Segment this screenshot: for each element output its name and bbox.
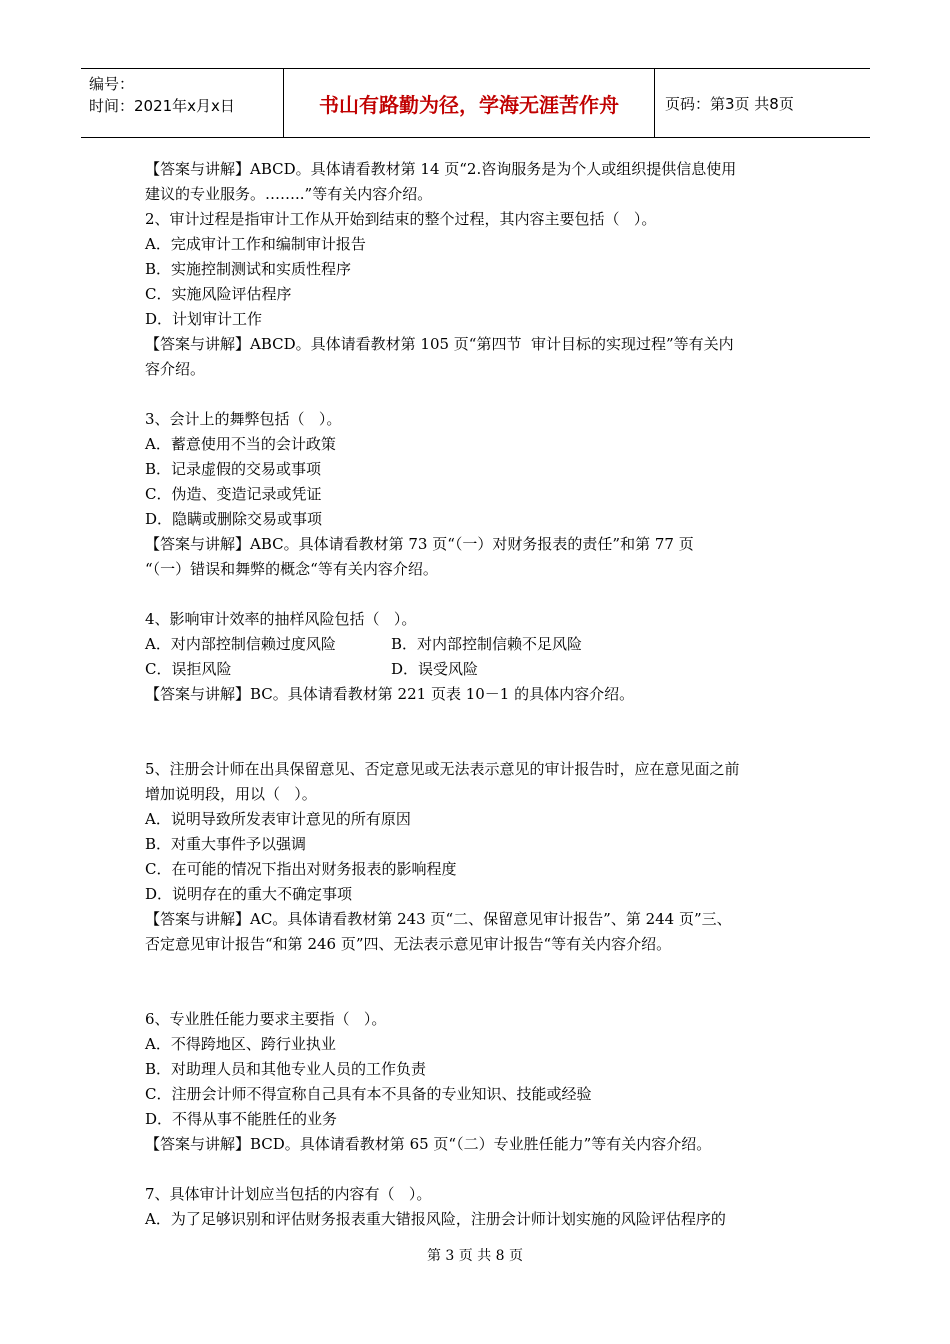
question-option: C．注册会计师不得宣称自己具有本不具备的专业知识、技能或经验	[145, 1085, 592, 1103]
question-option: D．隐瞒或删除交易或事项	[145, 510, 323, 528]
answer-explanation: 【答案与讲解】ABC。具体请看教材第 73 页“（一）对财务报表的责任”和第 77 页	[145, 535, 694, 553]
question-option: C．误拒风险	[145, 660, 232, 678]
answer-explanation: “（一）错误和舞弊的概念“等有关内容介绍。	[145, 560, 438, 578]
answer-explanation: 容介绍。	[145, 360, 206, 378]
page-header	[81, 68, 870, 138]
question-option: B．对内部控制信赖不足风险	[391, 635, 583, 653]
question-option: A．对内部控制信赖过度风险	[145, 635, 336, 653]
question-stem: 3、会计上的舞弊包括（ ）。	[145, 410, 342, 428]
question-option: D．说明存在的重大不确定事项	[145, 885, 353, 903]
question-option: C．伪造、变造记录或凭证	[145, 485, 322, 503]
intro-answer-line: 【答案与讲解】ABCD。具体请看教材第 14 页“2.咨询服务是为个人或组织提供信息使用	[145, 160, 737, 178]
answer-explanation: 【答案与讲解】ABCD。具体请看教材第 105 页“第四节 审计目标的实现过程”等有关内	[145, 335, 734, 353]
doc-date: 时间：2021年x月x日	[89, 97, 235, 115]
question-option: D．计划审计工作	[145, 310, 263, 328]
answer-explanation: 【答案与讲解】BC。具体请看教材第 221 页表 10－1 的具体内容介绍。	[145, 685, 635, 703]
question-option: B．对助理人员和其他专业人员的工作负责	[145, 1060, 427, 1078]
option-row	[145, 632, 813, 657]
question-option: A．蓄意使用不当的会计政策	[145, 435, 336, 453]
question-option: B．记录虚假的交易或事项	[145, 460, 322, 478]
question-option: A．不得跨地区、跨行业执业	[145, 1035, 336, 1053]
question-option: A．完成审计工作和编制审计报告	[145, 235, 366, 253]
intro-answer-line: 建议的专业服务。……..”等有关内容介绍。	[145, 185, 433, 203]
header-info-cell	[81, 69, 283, 137]
answer-explanation: 否定意见审计报告“和第 246 页”四、无法表示意见审计报告“等有关内容介绍。	[145, 935, 672, 953]
header-motto: 书山有路勤为径，学海无涯苦作舟	[283, 69, 655, 137]
question-stem: 6、专业胜任能力要求主要指（ ）。	[145, 1010, 387, 1028]
document-body	[145, 157, 813, 1232]
question-option: A．说明导致所发表审计意见的所有原因	[145, 810, 411, 828]
question-stem: 4、影响审计效率的抽样风险包括（ ）。	[145, 610, 417, 628]
option-row	[145, 657, 813, 682]
question-option: B．实施控制测试和实质性程序	[145, 260, 352, 278]
question-stem: 5、注册会计师在出具保留意见、否定意见或无法表示意见的审计报告时，应在意见面之前	[145, 760, 740, 778]
answer-explanation: 【答案与讲解】BCD。具体请看教材第 65 页“（二）专业胜任能力”等有关内容介绍。	[145, 1135, 712, 1153]
question-option: C．在可能的情况下指出对财务报表的影响程度	[145, 860, 457, 878]
question-stem: 增加说明段，用以（ ）。	[145, 785, 317, 803]
answer-explanation: 【答案与讲解】AC。具体请看教材第 243 页“二、保留意见审计报告”、第 244 页”三、	[145, 910, 732, 928]
question-option: D．不得从事不能胜任的业务	[145, 1110, 338, 1128]
doc-code-label: 编号：	[89, 75, 135, 93]
question-option: D．误受风险	[391, 660, 479, 678]
question-stem: 7、具体审计计划应当包括的内容有（ ）。	[145, 1185, 432, 1203]
question-option: C．实施风险评估程序	[145, 285, 292, 303]
question-option: A．为了足够识别和评估财务报表重大错报风险，注册会计师计划实施的风险评估程序的	[145, 1210, 726, 1228]
question-stem: 2、审计过程是指审计工作从开始到结束的整个过程，其内容主要包括（ ）。	[145, 210, 657, 228]
question-option: B．对重大事件予以强调	[145, 835, 307, 853]
header-page-code: 页码：第3页 共8页	[665, 94, 794, 113]
page-footer: 第 3 页 共 8 页	[426, 1248, 524, 1264]
